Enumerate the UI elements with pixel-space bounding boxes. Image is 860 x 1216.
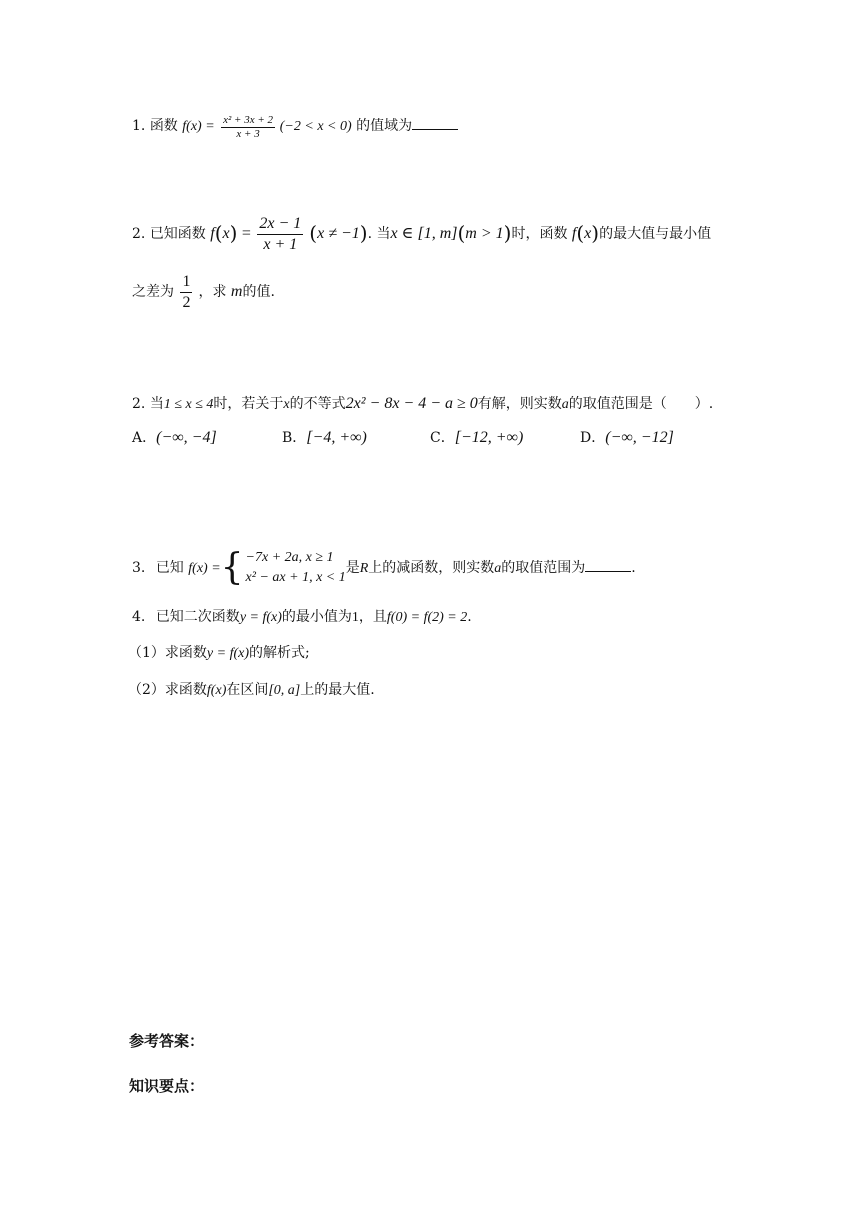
q4-sub2-interval: [0, a] [268, 683, 301, 698]
q2b-option-d [580, 428, 674, 448]
q2b-text-end: 的取值范围是（ ）. [568, 396, 714, 412]
q3-text-end: 的取值范围为 [501, 560, 586, 576]
q2a-func: f [571, 225, 577, 243]
q2a-numerator: 2x − 1 [257, 214, 303, 235]
q1-domain: (−2 < x < 0) [279, 119, 352, 135]
q2b-options [132, 428, 732, 452]
q2b-text-mid1: 时，若关于 [213, 396, 284, 412]
q2a-interval: x ∈ [1, m] [390, 225, 458, 243]
q4-period: . [467, 609, 472, 625]
q3-case1: −7x + 2a, x ≥ 1 [245, 550, 334, 565]
knowledge-heading: 知识要点： [129, 1077, 205, 1095]
q4-sub1-pre: 求函数 [164, 645, 207, 661]
q4-func: y = f(x) [239, 610, 282, 625]
option-label: A． [132, 430, 157, 446]
q2a-lhs: f [210, 225, 215, 243]
option-value: (−∞, −4] [156, 429, 217, 446]
option-value: [−4, +∞) [306, 429, 367, 446]
q2a-text-mid: 时，函数 [511, 226, 568, 243]
q1-numerator: x² + 3x + 2 [223, 114, 274, 126]
q2a-half [180, 272, 192, 313]
q4-number: 4. [132, 609, 146, 625]
q4-sub1-end: 的解析式; [249, 645, 310, 661]
q3-answer-blank [585, 559, 631, 572]
q4-text-mid2: ，且 [358, 609, 387, 625]
q4-text-pre: 已知二次函数 [155, 609, 240, 625]
q2a-line2-mid: ，求 [198, 284, 227, 301]
question-2b [132, 394, 713, 415]
option-label: D． [580, 430, 606, 446]
q2a-half-num: 1 [180, 272, 192, 293]
q3-cases [246, 548, 346, 588]
option-value: [−12, +∞) [454, 429, 524, 446]
q2b-text-mid3: 有解，则实数 [477, 396, 562, 412]
q3-var-a: a [494, 561, 502, 576]
q2a-text-pre: 已知函数 [149, 226, 206, 243]
option-label: C． [430, 430, 455, 446]
question-2a: 2. 已知函数 f(x) = $\frac{2x - 1}{x + 1}$ (x ≠ −1). 当x ∈ [1, m](m > 1)时，函数 f(x)的最大值与最小值 [132, 215, 712, 253]
q2b-range: 1 ≤ x ≤ 4 [163, 397, 214, 412]
q2b-var-a: a [561, 397, 569, 412]
q2a-number: 2. [132, 226, 146, 243]
q2b-inequality: 2x² − 8x − 4 − a ≥ 0 [345, 395, 478, 412]
q2a-line2-end: 的值. [242, 284, 275, 301]
q1-text-pre: 函数 [149, 118, 178, 135]
q3-text-mid: 是 [345, 560, 360, 576]
q2a-text-when: . 当 [367, 226, 391, 243]
q2a-line2-pre: 之差为 [132, 284, 174, 301]
q2b-option-c [430, 428, 523, 448]
q3-period: . [631, 560, 636, 576]
q4-sub1-func: y = f(x) [206, 646, 250, 661]
q3-set-r: R [359, 561, 369, 576]
q2b-var-x: x [283, 397, 290, 412]
q3-case2: x² − ax + 1, x < 1 [245, 570, 346, 585]
question-3 [132, 548, 636, 588]
q1-lhs: f(x) = [182, 119, 215, 135]
q2a-interval-cond: m > 1 [465, 225, 504, 243]
q2b-text-mid2: 的不等式 [289, 396, 346, 412]
q4-sub2-pre: 求函数 [164, 682, 207, 698]
question-2a-line2 [132, 272, 275, 313]
q2b-number: 2. [132, 396, 146, 412]
q3-text-mid2: 上的减函数，则实数 [368, 560, 495, 576]
q4-cond: f(0) = f(2) = 2 [386, 610, 468, 625]
q1-denominator: x + 3 [236, 128, 260, 140]
q4-sub2-label: （2） [128, 682, 165, 698]
question-4-sub1 [128, 643, 310, 664]
answer-heading: 参考答案： [129, 1032, 205, 1050]
q4-min: 1 [351, 610, 359, 625]
q3-brace: { [220, 547, 244, 588]
option-label: B． [282, 430, 307, 446]
q4-sub2-func: f(x) [206, 683, 227, 698]
q3-lhs: f(x) = [188, 561, 221, 576]
q1-text-post: 的值域为 [356, 118, 413, 135]
q2b-option-b [282, 428, 367, 448]
question-4 [132, 607, 472, 628]
q2a-condition: x ≠ −1 [317, 225, 360, 243]
question-4-sub2 [128, 680, 375, 701]
q2a-text-end: 的最大值与最小值 [599, 226, 712, 243]
q2a-var-m: m [230, 283, 243, 301]
q2a-half-den: 2 [182, 294, 191, 311]
q2a-fraction [257, 214, 303, 255]
q1-number: 1. [132, 118, 146, 135]
q4-text-mid: 的最小值为 [281, 609, 352, 625]
q3-number: 3. [132, 560, 146, 576]
q4-sub1-label: （1） [128, 645, 165, 661]
q2a-denominator: x + 1 [263, 236, 298, 253]
q2a-var: x [222, 225, 230, 243]
option-value: (−∞, −12] [605, 429, 674, 446]
q2b-text-pre: 当 [149, 396, 164, 412]
question-1 [132, 114, 458, 141]
q1-fraction [221, 114, 275, 141]
q4-sub2-end: 上的最大值. [300, 682, 375, 698]
q3-text-pre: 已知 [155, 560, 184, 576]
q1-answer-blank [412, 117, 458, 130]
q4-sub2-mid: 在区间 [226, 682, 269, 698]
q2b-option-a [132, 428, 217, 448]
